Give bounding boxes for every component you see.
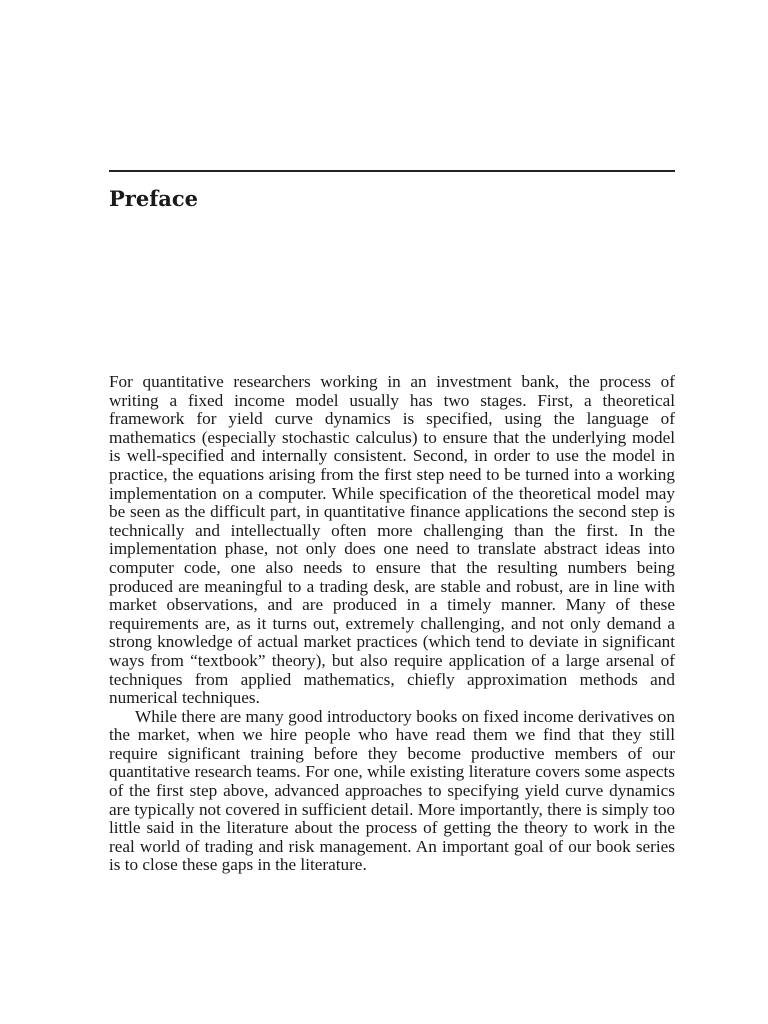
- preface-body: [109, 373, 675, 875]
- chapter-title: Preface: [109, 186, 199, 211]
- paragraph-2: While there are many good introductory books on fixed income derivatives on the market, when we hire people who have read them we find that they still require significant training before they become productive members of our quantitative research teams. For one, while existing literature covers some aspects of the first step above, advanced approaches to specifying yield curve dynamics are typically not covered in sufficient detail. More importantly, there is simply too little said in the literature about the process of getting the theory to work in the real world of trading and risk management. An important goal of our book series is to close these gaps in the literature.: [109, 706, 675, 875]
- chapter-rule: [109, 170, 675, 172]
- paragraph-1: For quantitative researchers working in an investment bank, the process of writing a fixed income model usually has two stages. First, a theoretical framework for yield curve dynamics is specified, using the language of mathematics (especially stochastic calculus) to ensure that the underlying model is well-specified and internally consistent. Second, in order to use the model in practice, the equations arising from the first step need to be turned into a working implementation on a computer. While specification of the theoretical model may be seen as the difficult part, in quantitative finance applications the second step is technically and intellectually often more challenging than the first. In the implementation phase, not only does one need to translate abstract ideas into computer code, one also needs to ensure that the resulting numbers being produced are meaningful to a trading desk, are stable and robust, are in line with market observations, and are produced in a timely manner. Many of these requirements are, as it turns out, extremely challenging, and not only demand a strong knowledge of actual market practices (which tend to deviate in significant ways from “textbook” theory), but also require application of a large arsenal of techniques from applied mathematics, chiefly approximation methods and numerical techniques.: [109, 372, 675, 708]
